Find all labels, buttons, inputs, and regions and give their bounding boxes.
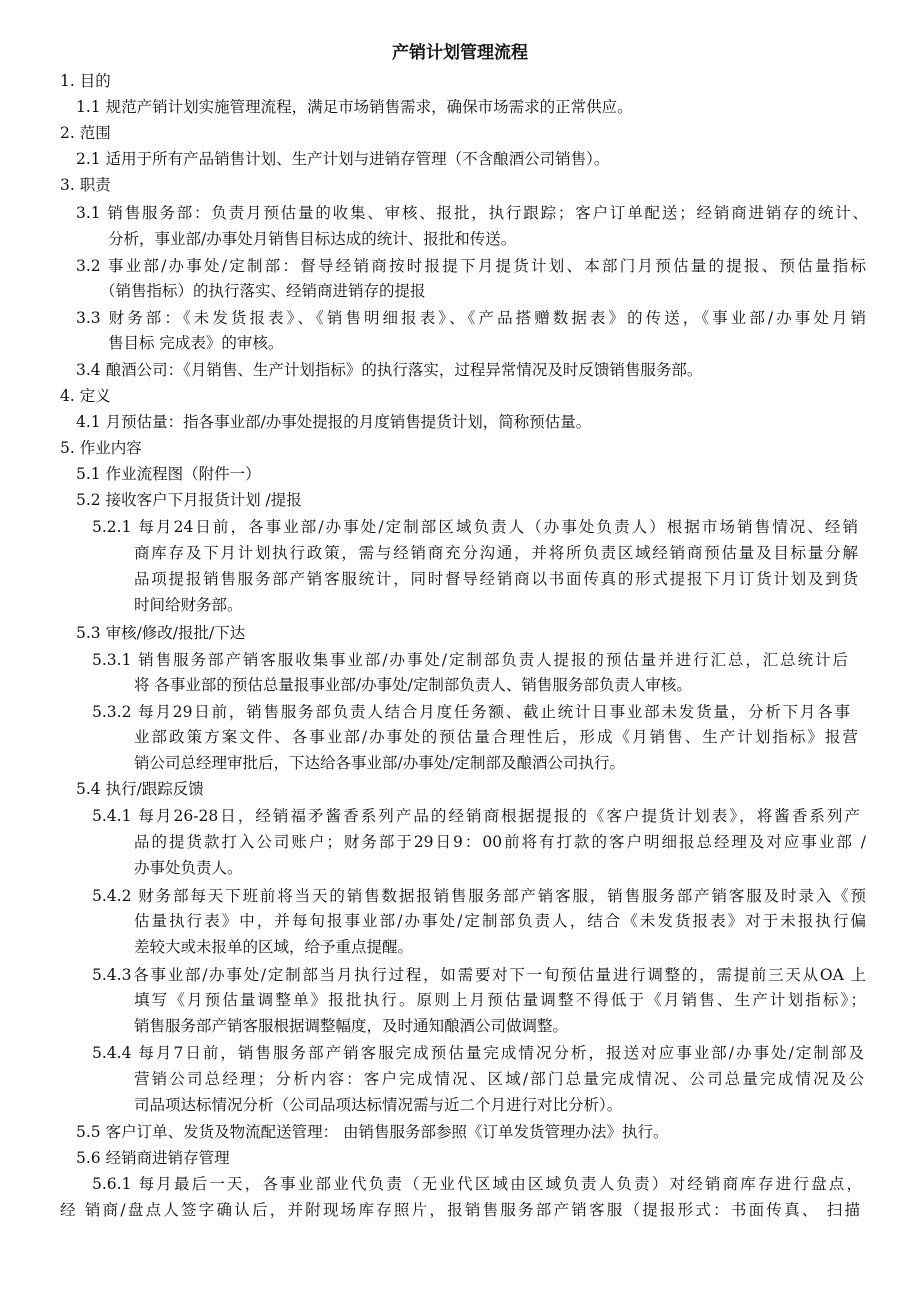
section-5-3-2-line-1: 5.3.2 每月29日前，销售服务部负责人结合月度任务额、截止统计日事业部未发货量，分析下月各事 — [92, 703, 850, 721]
section-3-1-line-1: 3.1 销售服务部：负责月预估量的收集、审核、报批，执行跟踪；客户订单配送；经销商进销存的统计、 — [76, 204, 868, 222]
section-5-2-1-line-1: 5.2.1 每月24日前，各事业部/办事处/定制部区域负责人（办事处负责人）根据市场销售情况、经销 — [92, 518, 858, 536]
section-3-3-line-1: 3.3 财务部：《未发货报表》、《销售明细报表》、《产品搭赠数据表》的传送，《事业部/办事处月销 — [76, 309, 866, 327]
section-3-heading: 3. 职责 — [60, 176, 111, 194]
section-5-6-1-line-1: 5.6.1 每月最后一天，各事业部业代负责（无业代区域由区域负责人负责）对经销商库存进行盘点， — [92, 1175, 862, 1193]
section-5-5: 5.5 客户订单、发货及物流配送管理： 由销售服务部参照《订单发货管理办法》执行。 — [76, 1123, 669, 1141]
section-5-4-3-line-1: 5.4.3各事业部/办事处/定制部当月执行过程，如需要对下一旬预估量进行调整的，需提前三天从OA 上 — [92, 966, 866, 984]
section-5-2: 5.2 接收客户下月报货计划 /提报 — [76, 491, 302, 509]
section-5-3: 5.3 审核/修改/报批/下达 — [76, 624, 246, 642]
section-5-4-4-line-2: 营销公司总经理；分析内容：客户完成情况、区域/部门总量完成情况、公司总量完成情况及公 — [134, 1070, 864, 1088]
section-5-3-1-line-1: 5.3.1 销售服务部产销客服收集事业部/办事处/定制部负责人提报的预估量并进行汇总，汇总统计后 — [92, 651, 848, 669]
section-4-1: 4.1 月预估量：指各事业部/办事处提报的月度销售提货计划，简称预估量。 — [76, 413, 592, 431]
section-5-4-1-line-3: 办事处负责人。 — [134, 859, 243, 877]
section-2-heading: 2. 范围 — [60, 124, 111, 142]
section-5-4-4-line-3: 司品项达标情况分析（公司品项达标情况需与近二个月进行对比分析）。 — [134, 1096, 623, 1114]
section-5-4-2-line-3: 差较大或未报单的区域，给予重点提醒。 — [134, 938, 414, 956]
section-5-1: 5.1 作业流程图（附件一） — [76, 465, 261, 483]
section-3-2-line-1: 3.2 事业部/办事处/定制部：督导经销商按时报提下月提货计划、本部门月预估量的提报、预估量指标 — [76, 257, 866, 275]
section-3-1-line-2: 分析，事业部/办事处月销售目标达成的统计、报批和传送。 — [108, 230, 517, 248]
section-5-4-1-line-1: 5.4.1 每月26-28日，经销福矛酱香系列产品的经销商根据提报的《客户提货计划表》，将酱香系列产 — [92, 807, 860, 825]
section-1-heading: 1. 目的 — [60, 72, 111, 90]
section-5-4-3-line-3: 销售服务部产销客服根据调整幅度，及时通知酿酒公司做调整。 — [134, 1017, 569, 1035]
document-title: 产销计划管理流程 — [392, 43, 528, 63]
section-5-4: 5.4 执行/跟踪反馈 — [76, 780, 204, 798]
section-5-3-1-line-2: 将 各事业部的预估总量报事业部/办事处/定制部负责人、销售服务部负责人审核。 — [134, 676, 692, 694]
section-5-3-2-line-2: 业部政策方案文件、各事业部/办事处的预估量合理性后，形成《月销售、生产计划指标》报营 — [134, 728, 858, 746]
section-5-4-1-line-2: 品的提货款打入公司账户；财务部于29日9：00前将有打款的客户明细报总经理及对应事业部 / — [134, 833, 866, 851]
section-5-4-4-line-1: 5.4.4 每月7日前，销售服务部产销客服完成预估量完成情况分析，报送对应事业部/办事处/定制部及 — [92, 1044, 864, 1062]
section-5-4-2-line-1: 5.4.2 财务部每天下班前将当天的销售数据报销售服务部产销客服，销售服务部产销客服及时录入《预 — [92, 887, 866, 905]
section-5-2-1-line-3: 品项提报销售服务部产销客服统计，同时督导经销商以书面传真的形式提报下月订货计划及到货 — [134, 570, 858, 588]
section-5-6: 5.6 经销商进销存管理 — [76, 1149, 230, 1167]
section-5-4-2-line-2: 估量执行表》中，并每旬报事业部/办事处/定制部负责人，结合《未发货报表》对于未报执行偏 — [134, 912, 866, 930]
section-3-3-line-2: 售目标 完成表》的审核。 — [108, 334, 284, 352]
section-5-6-1-line-2: 经 销商/盘点人签字确认后，并附现场库存照片，报销售服务部产销客服（提报形式：书面传真、 扫描 — [60, 1201, 860, 1219]
section-5-4-3-line-2: 填写《月预估量调整单》报批执行。原则上月预估量调整不得低于《月销售、生产计划指标》； — [134, 991, 866, 1009]
section-5-2-1-line-2: 商库存及下月计划执行政策，需与经销商充分沟通，并将所负责区域经销商预估量及目标量分解 — [134, 544, 858, 562]
section-1-1: 1.1 规范产销计划实施管理流程，满足市场销售需求，确保市场需求的正常供应。 — [76, 98, 633, 116]
section-3-4: 3.4 酿酒公司：《月销售、生产计划指标》的执行落实，过程异常情况及时反馈销售服务部。 — [76, 361, 703, 379]
section-5-3-2-line-3: 销公司总经理审批后，下达给各事业部/办事处/定制部及酿酒公司执行。 — [134, 754, 625, 772]
section-5-2-1-line-4: 时间给财务部。 — [134, 596, 243, 614]
section-4-heading: 4. 定义 — [60, 387, 111, 405]
section-2-1: 2.1 适用于所有产品销售计划、生产计划与进销存管理（不含酿酒公司销售）。 — [76, 150, 610, 168]
section-5-heading: 5. 作业内容 — [60, 439, 142, 457]
section-3-2-line-2: （销售指标）的执行落实、经销商进销存的提报 — [100, 282, 426, 300]
